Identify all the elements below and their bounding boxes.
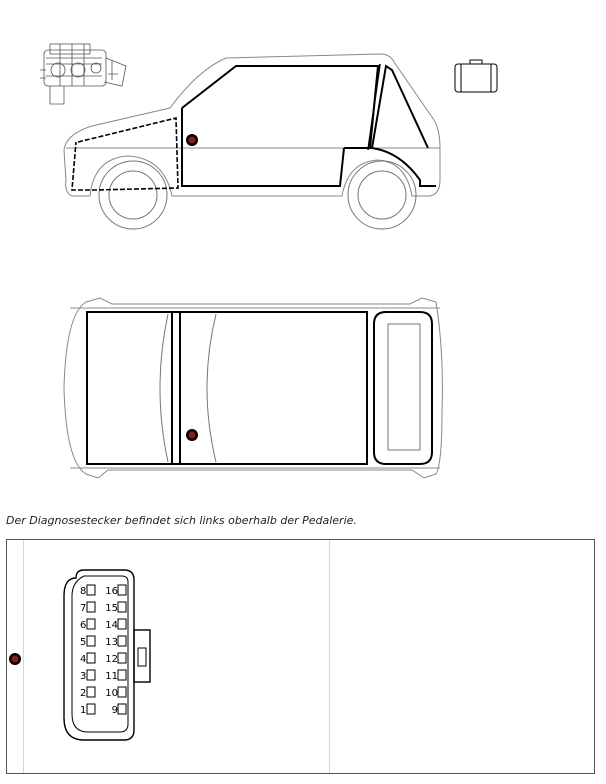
pin-socket — [118, 619, 126, 629]
pin-label: 13 — [105, 637, 118, 648]
diagnostic-location-marker-panel — [8, 652, 22, 666]
pin-socket — [87, 653, 95, 663]
pin-label: 10 — [105, 688, 118, 699]
pin-label: 14 — [105, 620, 118, 631]
diagnostic-location-caption: Der Diagnosestecker befindet sich links oberhalb der Pedalerie. — [6, 514, 357, 527]
pin-label: 15 — [105, 603, 118, 614]
pin-label: 5 — [80, 637, 87, 648]
rear-wheel — [348, 161, 416, 229]
connector-panel — [6, 539, 595, 774]
luggage-icon — [455, 60, 497, 92]
diagnostic-location-marker-side — [186, 134, 198, 146]
pin-label: 16 — [105, 586, 118, 597]
pin-socket — [118, 670, 126, 680]
hood-line — [72, 118, 178, 190]
pin-label: 9 — [111, 705, 118, 716]
right-pin-column — [105, 585, 126, 716]
pin-socket — [87, 602, 95, 612]
diagnostic-location-marker-top — [186, 429, 198, 441]
pin-label: 3 — [80, 671, 87, 682]
pin-label: 7 — [80, 603, 87, 614]
car-side-view — [0, 30, 606, 240]
pin-socket — [118, 602, 126, 612]
pin-socket — [118, 704, 126, 714]
front-wheel — [99, 161, 167, 229]
pin-socket — [118, 653, 126, 663]
obd-connector-diagram — [62, 568, 162, 748]
pin-label: 6 — [80, 620, 87, 631]
pin-socket — [118, 636, 126, 646]
pin-label: 8 — [80, 586, 87, 597]
top-roof-curves — [160, 314, 420, 462]
top-cabin-lines — [87, 312, 432, 464]
pin-label: 2 — [80, 688, 87, 699]
pin-socket — [87, 636, 95, 646]
car-top-outline — [64, 298, 442, 478]
pin-label: 1 — [80, 705, 87, 716]
pin-socket — [118, 585, 126, 595]
pin-label: 12 — [105, 654, 118, 665]
pin-socket — [87, 585, 95, 595]
pin-label: 4 — [80, 654, 87, 665]
engine-icon — [40, 44, 126, 104]
pin-socket — [118, 687, 126, 697]
left-pin-column — [80, 585, 95, 716]
pin-socket — [87, 670, 95, 680]
pin-socket — [87, 619, 95, 629]
car-top-view — [0, 292, 606, 482]
pin-socket — [87, 687, 95, 697]
pin-label: 11 — [105, 671, 118, 682]
pin-socket — [87, 704, 95, 714]
